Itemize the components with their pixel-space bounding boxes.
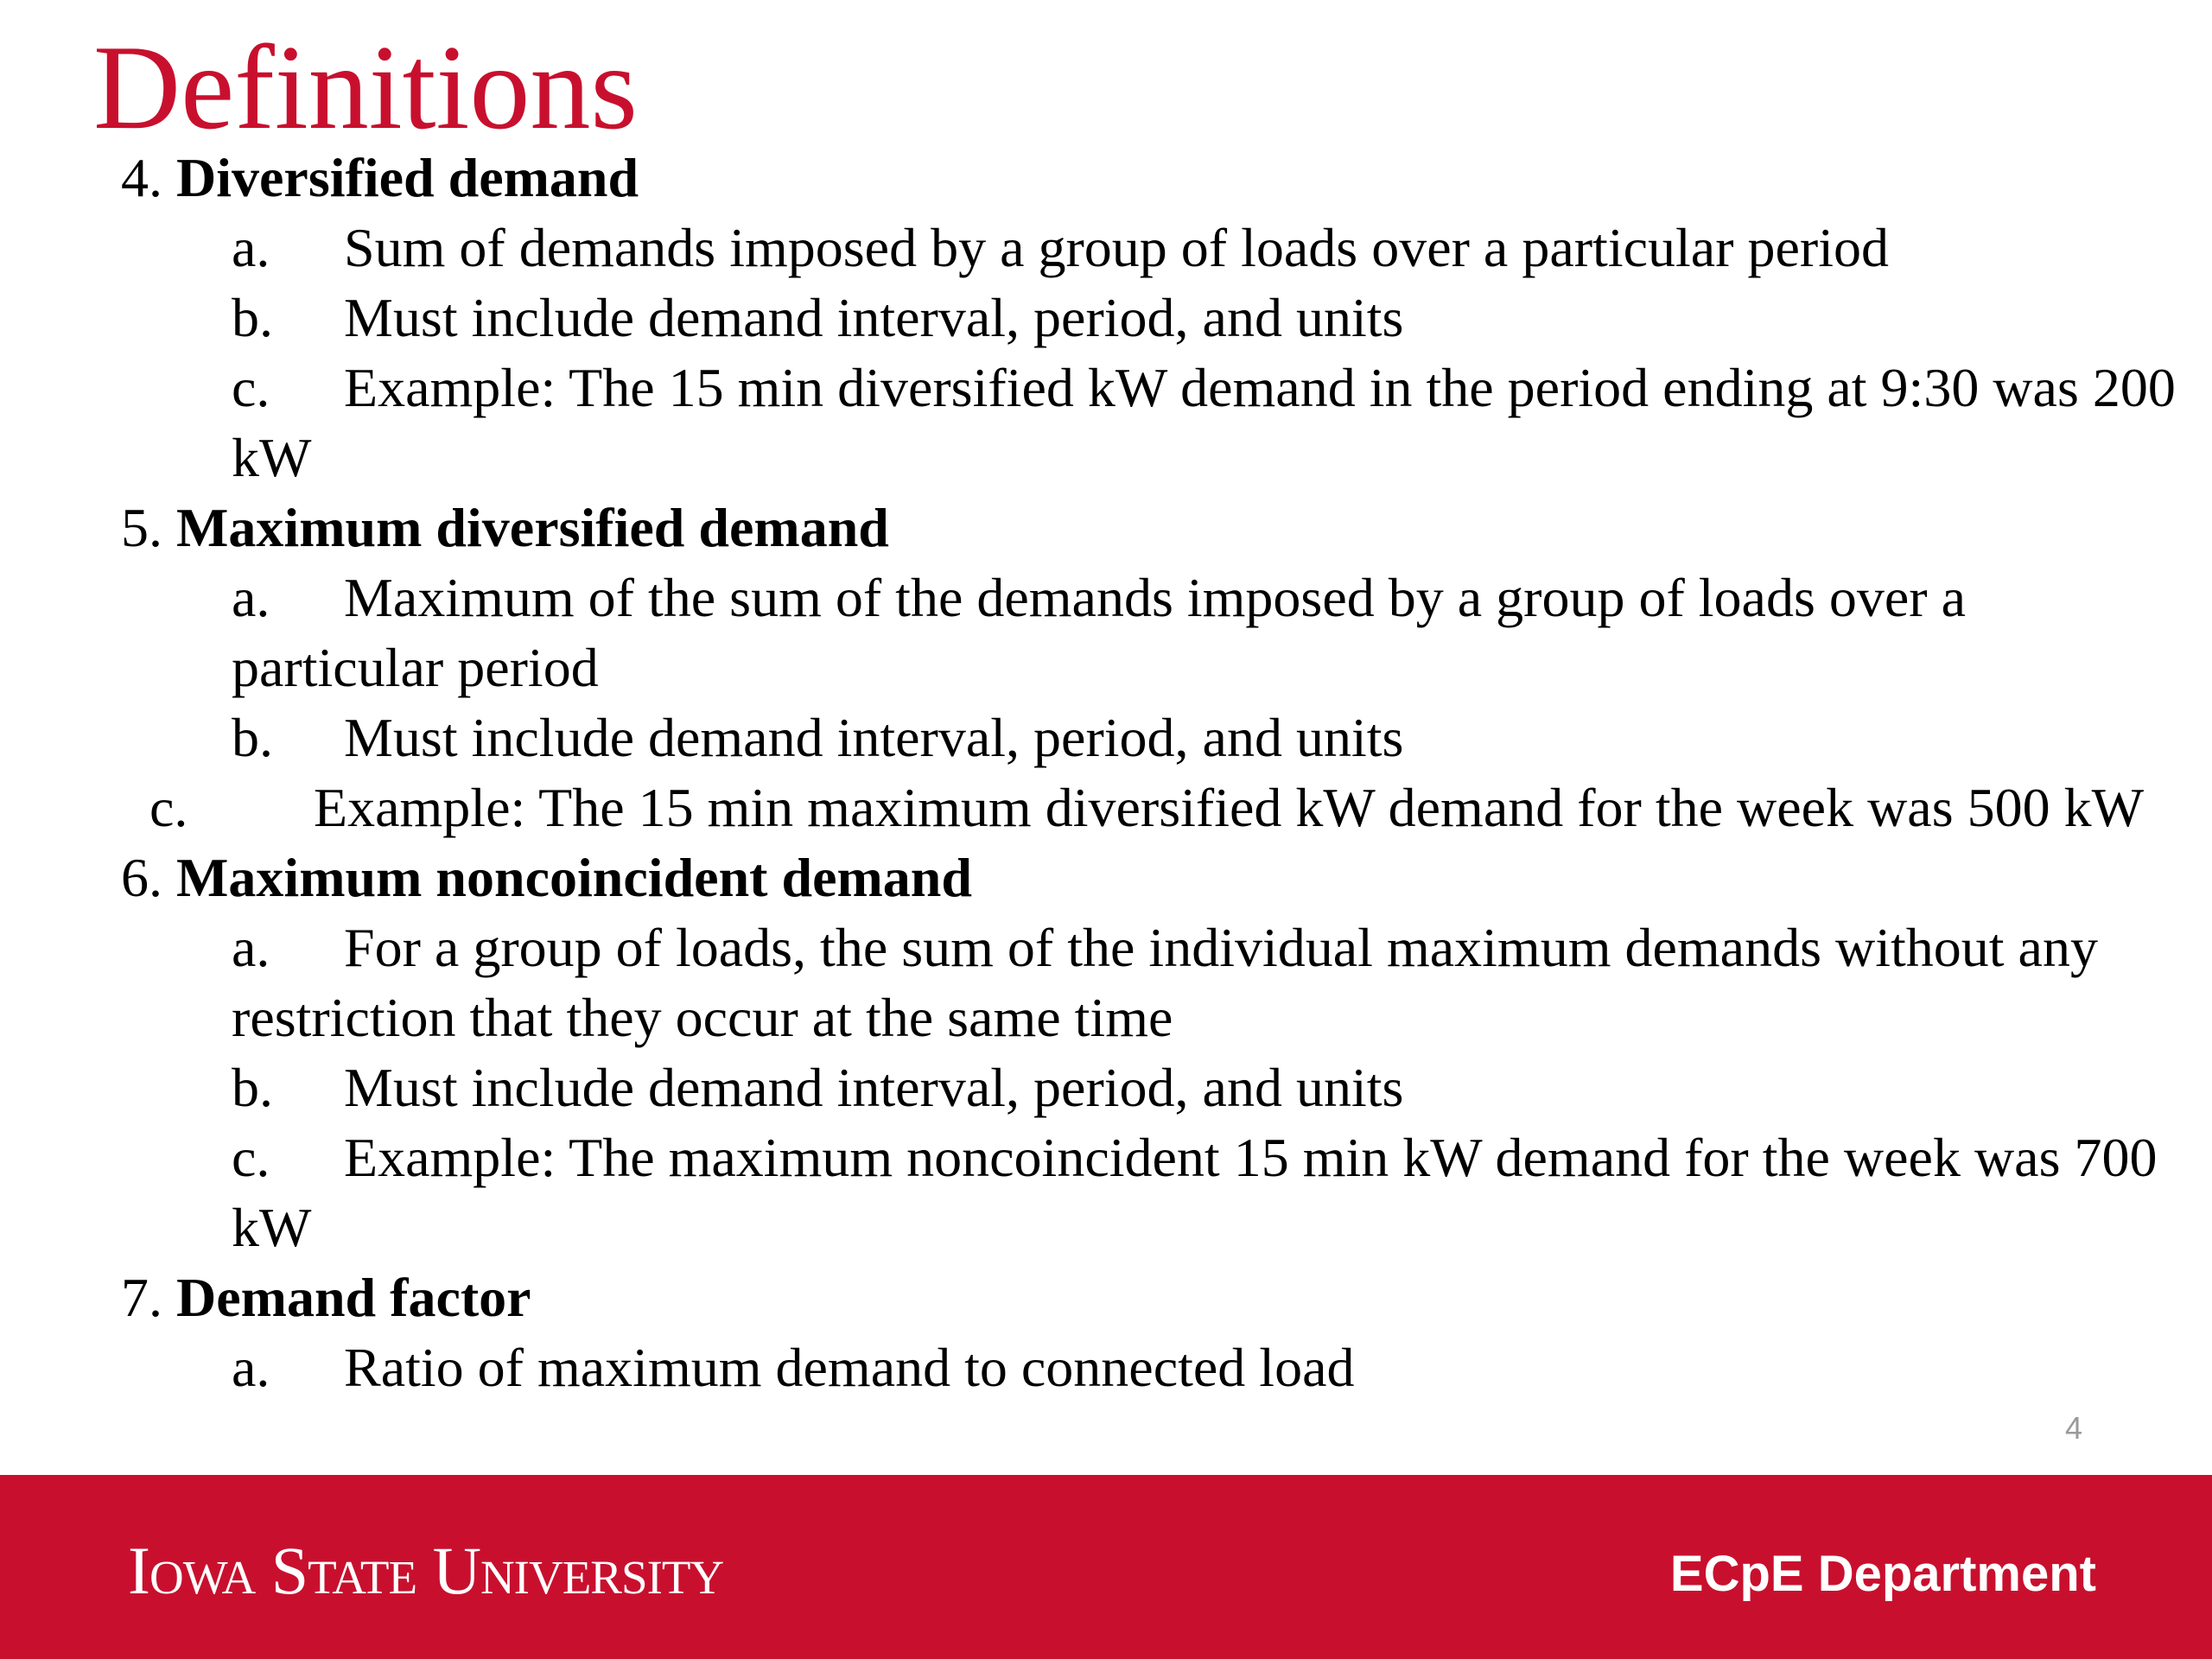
page-number: 4 — [2064, 1410, 2083, 1446]
footer-bar — [0, 1475, 2212, 1659]
subitem-text: Must include demand interval, period, and units — [344, 1057, 1404, 1118]
definition-heading-4 — [121, 143, 2177, 213]
subitem — [232, 702, 2177, 772]
subitem — [232, 353, 2177, 493]
subitem — [232, 1122, 2177, 1262]
subitem-text: Sum of demands imposed by a group of loads over a particular period — [344, 217, 1889, 278]
subitem-text: Example: The 15 min maximum diversified kW demand for the week was 500 kW — [314, 777, 2144, 838]
subitem-text: Example: The 15 min diversified kW demand in the period ending at 9:30 was 200 kW — [232, 357, 2176, 488]
subitem-letter: a. — [232, 1337, 270, 1398]
subitem — [232, 563, 2177, 702]
subitem-text: Ratio of maximum demand to connected load — [344, 1337, 1355, 1398]
university-wordmark: Iowa State University — [128, 1533, 724, 1608]
item-number: 5. — [121, 497, 162, 558]
subitem-text: Must include demand interval, period, and units — [344, 707, 1404, 768]
subitem-letter: c. — [232, 1127, 270, 1188]
subitem — [232, 1332, 2177, 1402]
definition-heading-6 — [121, 842, 2177, 912]
subitem — [232, 213, 2177, 283]
slide-title: Definitions — [93, 21, 638, 155]
subitem — [232, 283, 2177, 353]
subitem-letter: c. — [149, 777, 188, 838]
department-label: ECpE Department — [1669, 1546, 2096, 1602]
subitem-letter: b. — [232, 1057, 273, 1118]
item-heading: Demand factor — [176, 1267, 531, 1328]
definitions-list — [121, 143, 2177, 1402]
subitem-text: Maximum of the sum of the demands imposed by a group of loads over a particular period — [232, 567, 1966, 698]
item-number: 6. — [121, 847, 162, 908]
item-heading: Maximum noncoincident demand — [176, 847, 972, 908]
subitem — [232, 1052, 2177, 1122]
subitem-letter: a. — [232, 917, 270, 978]
subitem — [232, 912, 2177, 1052]
item-number: 7. — [121, 1267, 162, 1328]
subitem-letter: c. — [232, 357, 270, 418]
item-number: 4. — [121, 147, 162, 208]
definition-heading-5 — [121, 493, 2177, 563]
subitem-letter: a. — [232, 217, 270, 278]
item-heading: Maximum diversified demand — [176, 497, 889, 558]
subitem — [149, 772, 2177, 842]
subitem-text: Example: The maximum noncoincident 15 min kW demand for the week was 700 kW — [232, 1127, 2158, 1258]
definition-heading-7 — [121, 1262, 2177, 1332]
subitem-letter: a. — [232, 567, 270, 628]
subitem-text: For a group of loads, the sum of the individual maximum demands without any restriction that they occur at the same time — [232, 917, 2098, 1048]
subitem-text: Must include demand interval, period, and units — [344, 287, 1404, 348]
subitem-letter: b. — [232, 707, 273, 768]
item-heading: Diversified demand — [176, 147, 639, 208]
subitem-letter: b. — [232, 287, 273, 348]
